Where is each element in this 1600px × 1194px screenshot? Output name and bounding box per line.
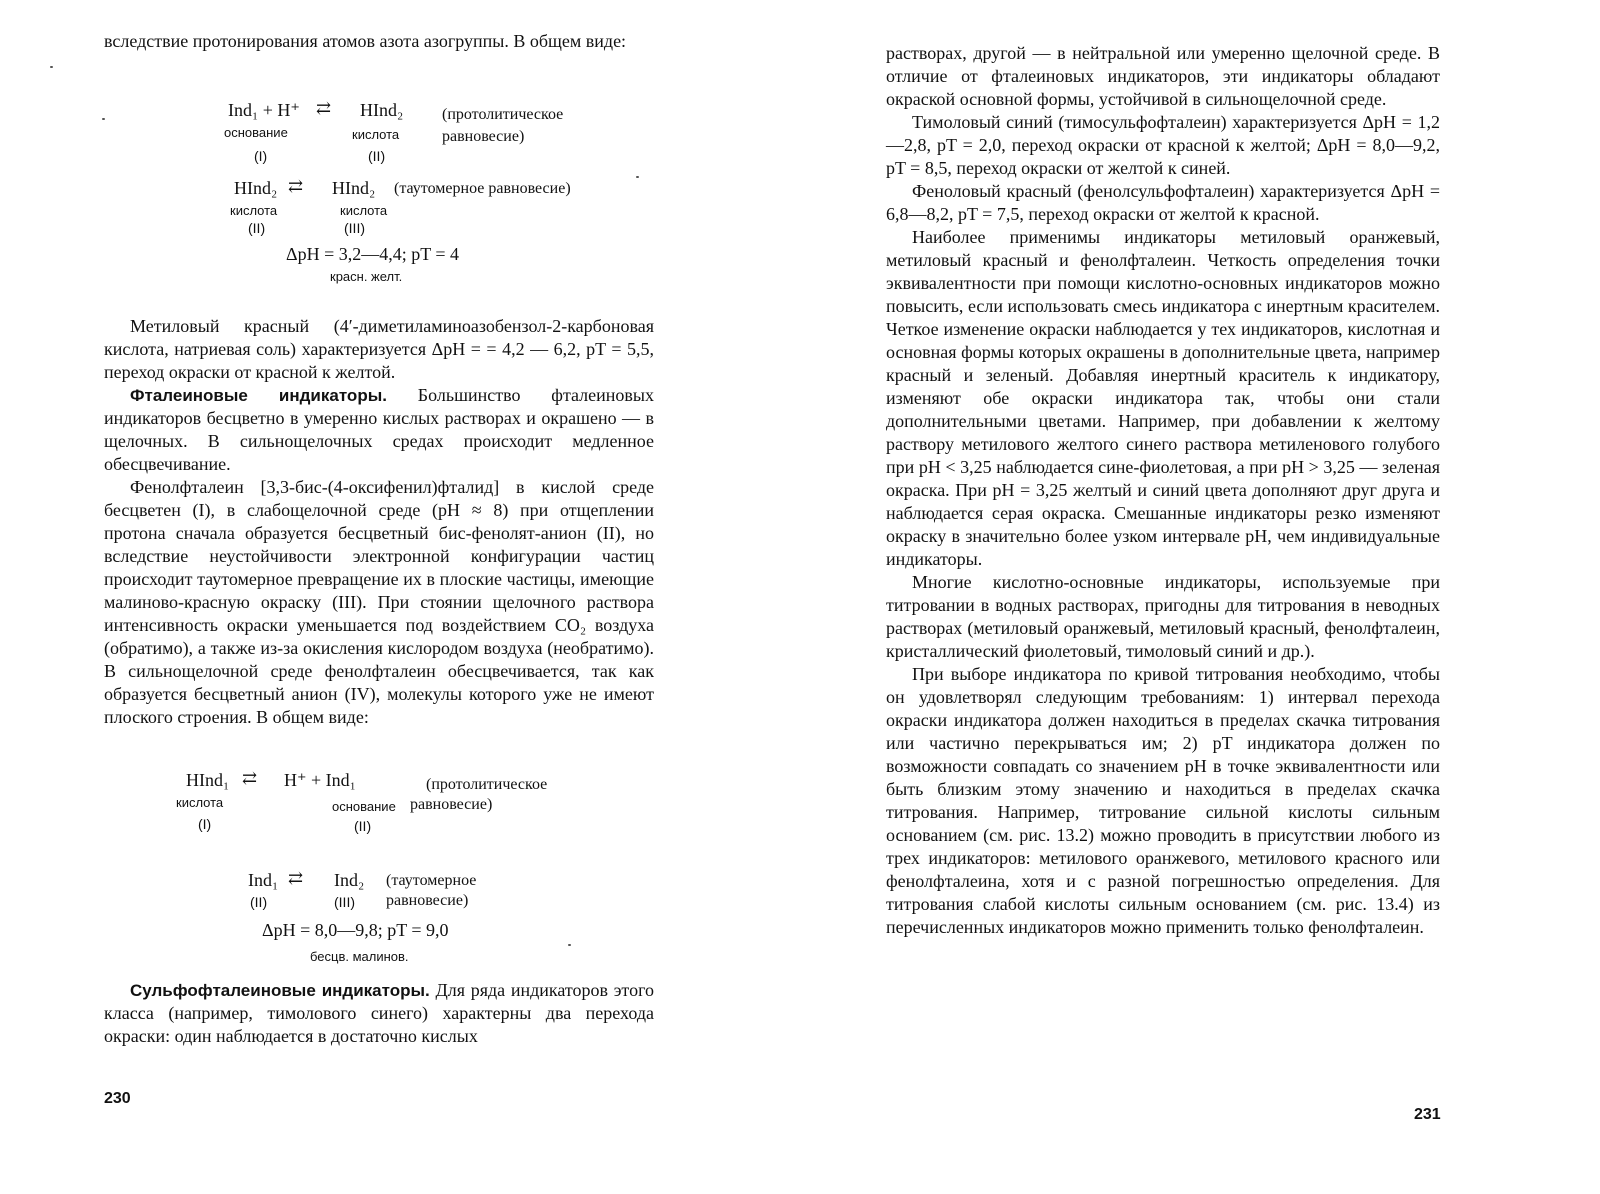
formula2-eq2-note-a: (таутомерное: [386, 872, 477, 889]
formula2-eq1-left: HInd₁: [186, 770, 230, 790]
formula2-dph: ΔpH = 8,0—9,8; pT = 9,0: [262, 920, 449, 940]
formula-block-1: [104, 53, 654, 263]
right-page: [886, 42, 1440, 939]
formula1-dph: ΔpH = 3,2—4,4; pT = 4: [286, 244, 460, 264]
formula1-colors: красн. желт.: [330, 269, 403, 284]
formula1-eq2-note: (таутомерное равновесие): [394, 180, 571, 197]
equilibrium-arrow-icon: ⇄: [288, 868, 302, 888]
scan-speck: [636, 176, 639, 178]
right-paragraph-1: растворах, другой — в нейтральной или умеренно щелочной среде. В отличие от фталеиновых индикаторов, эти индикаторы обладают окраской основной формы, устойчивой в сильнощелочной среде.: [886, 43, 1440, 109]
formula1-colors-row: [104, 263, 654, 315]
left-paragraph-4: Фенолфталеин [3,3-бис-(4-оксифенил)фталид] в кислой среде бесцветен (I), в слабощелочной среде (pH ≈ 8) при отщеплении протона сначала образуется бесцветный бис-фенолят-анион (II), но вследствие неустойчивости электронной конфигурации частиц происходит таутомерное превращение их в плоские частицы, имеющие малиново-красную окраску (III). При стоянии щелочного раствора интенсивность окраски уменьшается под воздействием CO₂ воздуха (обратимо), а также из-за окисления кислородом воздуха (необратимо). В сильнощелочной среде фенолфталеин обесцвечивается, так как образуется бесцветный анион (IV), молекулы которого уже не имеют плоского строения. В общем виде:: [104, 477, 654, 727]
formula1-eq1-note-a: (протолитическое: [442, 106, 564, 123]
left-paragraph-3-text: Большинство фталеиновых индикаторов бесцветно в умеренно кислых растворах и окрашено — в щелочных. В сильнощелочных средах происходит медленное обесцвечивание.: [104, 385, 655, 474]
formula2-eq1-note-a: (протолитическое: [426, 776, 548, 793]
page-number-right: 231: [1414, 1106, 1441, 1123]
formula1-label-acid2b: кислота: [340, 203, 388, 218]
formula2-eq1-right: H⁺ + Ind₁: [284, 770, 356, 790]
left-paragraph-2: Метиловый красный (4′-диметиламиноазобензол-2-карбоновая кислота, натриевая соль) характеризуется ΔpH = = 4,2 — 6,2, pT = 5,5, переход окраски от красной к желтой.: [104, 316, 654, 382]
section-heading-phthalein: Фталеиновые индикаторы.: [130, 386, 387, 405]
formula2-num-I: (I): [198, 816, 212, 832]
scan-speck: [102, 118, 105, 120]
formula2-colors: бесцв. малинов.: [310, 949, 409, 964]
formula2-num-III-b: (III): [334, 894, 355, 910]
formula2-eq2-note-b: равновесие): [386, 892, 469, 909]
formula1-num-II-b: (II): [248, 220, 266, 236]
left-paragraph-1: вследствие протонирования атомов азота азогруппы. В общем виде:: [104, 31, 627, 51]
formula-block-2: [104, 729, 654, 979]
equilibrium-arrow-icon: ⇄: [288, 176, 302, 196]
formula1-eq1-left: Ind₁ + H⁺: [228, 100, 300, 120]
formula2-num-II-b: (II): [250, 894, 268, 910]
equilibrium-arrow-icon: ⇄: [242, 768, 256, 788]
formula1-label-acid2a: кислота: [230, 203, 278, 218]
left-paragraph-5-text: Для ряда индикаторов этого класса (например, тимолового синего) характерны два перехода окраски: один наблюдается в достаточно кислых: [104, 980, 654, 1046]
formula1-num-III-b: (III): [344, 220, 365, 236]
right-paragraph-4: Наиболее применимы индикаторы метиловый оранжевый, метиловый красный и фенолфталеин. Четкость определения точки эквивалентности при помощи кислотно-основных индикаторов можно повысить, если использовать смесь индикатора с инертным красителем. Четкое изменение окраски наблюдается у тех индикаторов, кислотная и основная формы которых окрашены в дополнительные цвета, например красный и зеленый. Добавляя инертный краситель к индикатору, изменяют обе окраски индикатора так, чтобы они стали дополнительными цветами. Например, при добавлении к желтому раствору метилового желтого синего раствора метиленового голубого при pH < 3,25 наблюдается сине-фиолетовая, а при pH > 3,25 — зеленая окраска. При pH = 3,25 желтый и синий цвета дополняют друг друга и наблюдается серая окраска. Смешанные индикаторы резко изменяют окраску в значительно более узком интервале pH, чем индивидуальные индикаторы.: [886, 227, 1440, 569]
formula1-eq2-left: HInd₂: [234, 178, 278, 198]
formula1-label-base: основание: [224, 125, 288, 140]
right-paragraph-3: Феноловый красный (фенолсульфофталеин) характеризуется ΔpH = 6,8—8,2, pT = 7,5, переход окраски от желтой к красной.: [886, 181, 1440, 224]
right-paragraph-2: Тимоловый синий (тимосульфофталеин) характеризуется ΔpH = 1,2—2,8, pT = 2,0, переход окраски от красной к желтой; ΔpH = 8,0—9,2, pT = 8,5, переход окраски от желтой к синей.: [886, 112, 1440, 178]
formula2-eq2-right: Ind₂: [334, 870, 365, 890]
equilibrium-arrow-icon: ⇄: [316, 98, 330, 118]
formula1-eq2-right: HInd₂: [332, 178, 376, 198]
formula2-label-acid: кислота: [176, 795, 224, 810]
right-paragraph-6: При выборе индикатора по кривой титрования необходимо, чтобы он удовлетворял следующим требованиям: 1) интервал перехода окраски индикатора должен находиться в пределах скачка титрования или частично перекрываться им; 2) pT индикатора должен по возможности совпадать со значением pH в точке эквивалентности или быть близким этому значению и находиться в пределах скачка титрования. Например, титрование сильной кислоты сильным основанием (см. рис. 13.2) можно проводить в присутствии любого из трех индикаторов: метилового оранжевого, метилового красного или фенолфталеина, хотя и с разной погрешностью определения. Для титрования слабой кислоты сильным основанием (см. рис. 13.4) из перечисленных индикаторов можно применить только фенолфталеин.: [886, 664, 1440, 937]
right-paragraph-5: Многие кислотно-основные индикаторы, используемые при титровании в водных растворах, пригодны для титрования в неводных растворах (метиловый оранжевый, метиловый красный, фенолфталеин, кристаллический фиолетовый, тимоловый синий и др.).: [886, 572, 1440, 661]
formula1-eq1-right: HInd₂: [360, 100, 404, 120]
formula1-num-II: (II): [368, 148, 386, 164]
formula2-label-base: основание: [332, 799, 396, 814]
formula2-num-II: (II): [354, 818, 372, 834]
formula1-eq1-note-b: равновесие): [442, 128, 525, 145]
scan-speck: [50, 66, 53, 68]
formula2-eq1-note-b: равновесие): [410, 796, 493, 813]
left-paragraph-3: [104, 384, 654, 476]
page-number-left: 230: [104, 1090, 131, 1107]
scan-speck: [568, 944, 571, 946]
section-heading-sulfophthalein: Сульфофталеиновые индикаторы.: [130, 981, 430, 1000]
left-page: [104, 30, 654, 1048]
left-paragraph-5: [104, 979, 654, 1048]
formula1-num-I: (I): [254, 148, 268, 164]
formula2-eq2-left: Ind₁: [248, 870, 279, 890]
formula1-label-acid: кислота: [352, 127, 400, 142]
